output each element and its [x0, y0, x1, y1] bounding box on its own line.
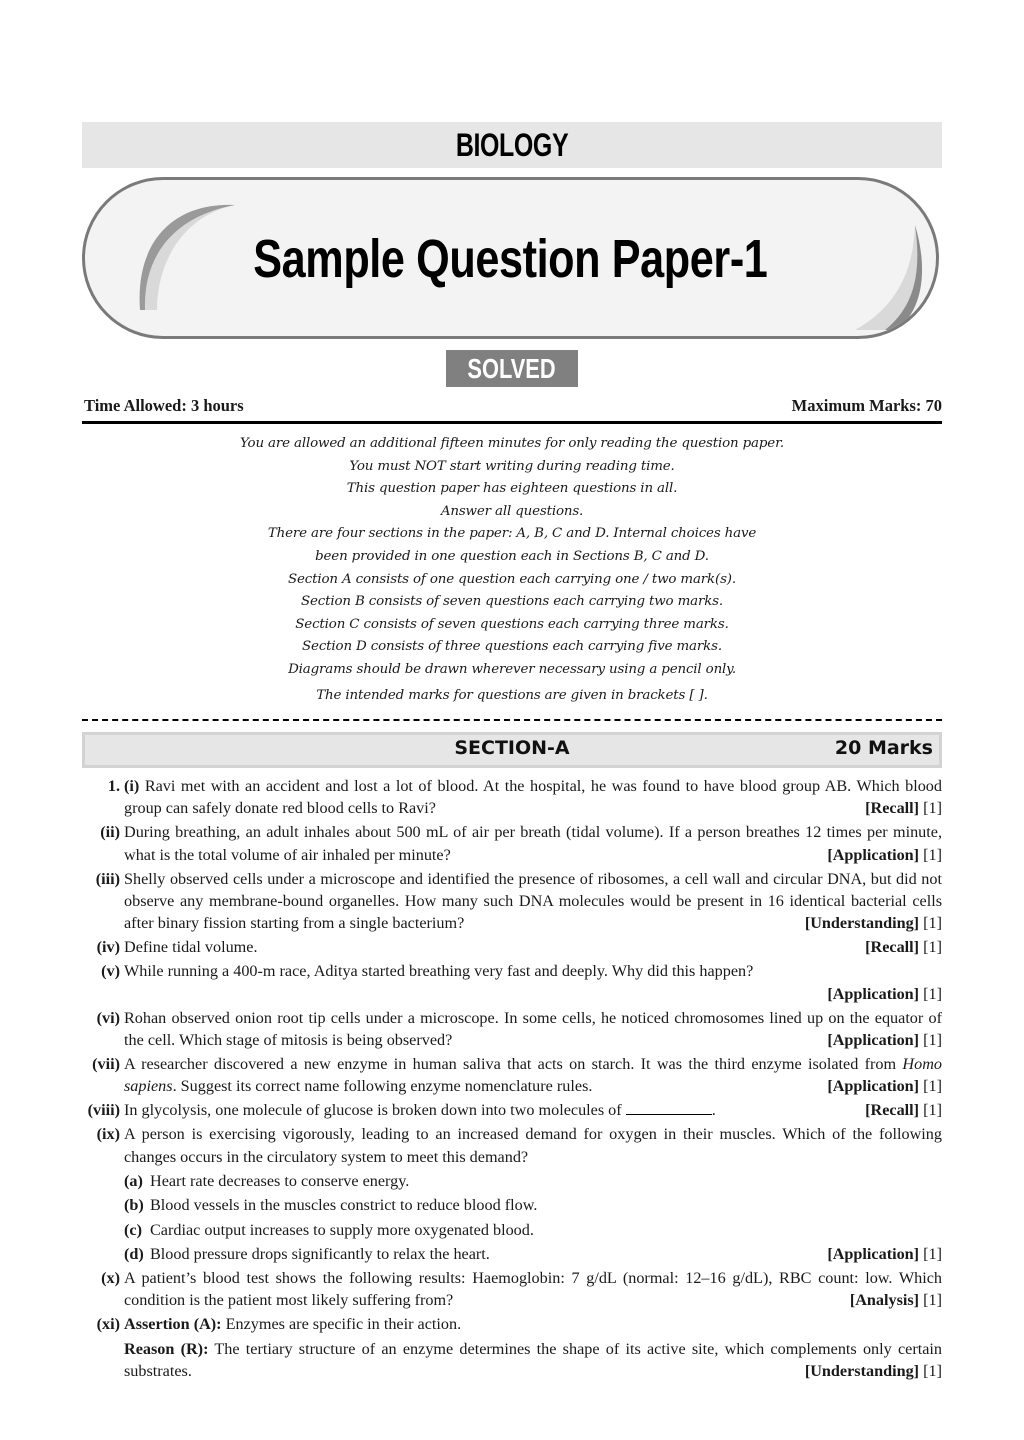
option-text: Heart rate decreases to conserve energy. [150, 1171, 410, 1190]
question-marks: [1] [923, 984, 942, 1003]
question-item [82, 1313, 942, 1382]
assertion-label: Assertion (A): [124, 1315, 222, 1334]
option-label: (a) [124, 1171, 143, 1190]
question-body: A researcher discovered a new enzyme in human saliva that acts on starch. It was the third enzyme isolated from [124, 1054, 903, 1073]
question-tag [124, 983, 942, 1005]
paper-title: Sample Question Paper-1 [253, 229, 768, 289]
question-item [82, 775, 942, 820]
option-list [124, 1170, 942, 1266]
question-marks: [1] [923, 1077, 942, 1096]
option-item [124, 1243, 942, 1265]
question-body: Shelly observed cells under a microscope and identified the presence of ribosomes, a cell wall and circular DNA, but did not observe any membrane-bound organelles. How many such DNA molecules would be present in 16 identical bacterial cells after binary fission starting from a single bacterium? [124, 869, 942, 933]
instruction-line: The intended marks for questions are given in brackets [ ]. [316, 687, 708, 703]
instruction-line: Section D consists of three questions each carrying five marks. [302, 639, 722, 655]
question-tag [827, 1075, 942, 1097]
question-tag [827, 1029, 942, 1051]
instructions-divider [82, 719, 942, 721]
question-body: During breathing, an adult inhales about 500 mL of air per breath (tidal volume). If a person breathes 12 times per minute, what is the total volume of air inhaled per minute? [124, 823, 942, 864]
question-marks: [1] [923, 1291, 942, 1310]
question-item [82, 1123, 942, 1265]
question-marks: [1] [923, 799, 942, 818]
question-tag [805, 1360, 942, 1382]
question-item [82, 1267, 942, 1312]
option-text: Blood vessels in the muscles constrict to reduce blood flow. [150, 1196, 538, 1215]
question-item [82, 868, 942, 935]
option-text: Blood pressure drops significantly to relax the heart. [150, 1245, 490, 1264]
question-label: (i) [124, 777, 140, 795]
cognitive-level: [Application] [827, 984, 920, 1003]
title-banner [82, 177, 939, 339]
question-marks: [1] [923, 1245, 942, 1264]
question-item [82, 1007, 942, 1052]
question-text [124, 868, 942, 935]
question-label: (vii) [92, 1054, 120, 1073]
maximum-marks: Maximum Marks: 70 [791, 396, 942, 415]
question-tag [865, 936, 942, 958]
question-body: A person is exercising vigorously, leading to an increased demand for oxygen in their muscles. Which of the following changes occurs in the circulatory system to meet this demand? [124, 1125, 942, 1166]
instruction-line: You are allowed an additional fifteen minutes for only reading the question paper. [240, 436, 784, 451]
cognitive-level: [Understanding] [804, 914, 920, 933]
question-number [82, 775, 120, 797]
instruction-line: Answer all questions. [440, 503, 584, 519]
instruction-line: Section C consists of seven questions each carrying three marks. [295, 616, 729, 632]
question-item [82, 936, 942, 958]
solved-badge [446, 350, 578, 387]
question-item [82, 1053, 942, 1098]
question-label: (v) [101, 962, 120, 981]
instruction-line: Section A consists of one question each carrying one / two mark(s). [288, 571, 736, 587]
instruction-line: Section B consists of seven questions each carrying two marks. [301, 594, 723, 610]
solved-badge-label: SOLVED [467, 352, 557, 384]
assertion [124, 1313, 942, 1335]
option-item [124, 1170, 942, 1192]
question-body: Ravi met with an accident and lost a lot of blood. At the hospital, he was found to have blood group AB. Which blood group can safely donate red blood cells to Ravi? [124, 777, 942, 818]
question-marks: [1] [923, 1101, 942, 1120]
question-tag [865, 797, 942, 819]
question-body: A patient’s blood test shows the following results: Haemoglobin: 7 g/dL (normal: 12–16 g/dL), RBC count: low. Which condition is the patient most likely suffering from? [124, 1269, 942, 1310]
section-title: SECTION-A [454, 737, 570, 759]
section-marks: 20 Marks [834, 737, 933, 759]
question-label: (ix) [96, 1125, 120, 1144]
question-label: (viii) [87, 1101, 120, 1120]
question-marks: [1] [923, 1362, 942, 1381]
question-label: (xi) [96, 1315, 120, 1334]
instruction-line: been provided in one question each in Sections B, C and D. [315, 548, 709, 564]
question-body: While running a 400-m race, Aditya started breathing very fast and deeply. Why did this happen? [124, 962, 754, 981]
question-label: (ii) [100, 823, 120, 842]
question-body-continued: . Suggest its correct name following enzyme nomenclature rules. [172, 1077, 593, 1096]
option-text: Cardiac output increases to supply more oxygenated blood. [150, 1220, 534, 1239]
question-text [124, 775, 942, 820]
question-text [124, 1053, 942, 1098]
cognitive-level: [Application] [827, 1077, 920, 1096]
question-label: (iii) [95, 869, 120, 888]
exam-meta [84, 396, 942, 416]
question-tag [850, 1289, 942, 1311]
time-allowed: Time Allowed: 3 hours [84, 396, 244, 415]
question-item [82, 1099, 942, 1121]
question-text [124, 1007, 942, 1052]
question-body: Define tidal volume. [124, 938, 258, 957]
question-item [82, 821, 942, 866]
header-divider [82, 421, 942, 424]
cognitive-level: [Application] [827, 1245, 920, 1264]
question-tag [865, 1099, 942, 1121]
assertion-text: Enzymes are specific in their action. [221, 1315, 462, 1334]
subject-banner [82, 122, 942, 168]
instruction-line: You must NOT start writing during reading time. [349, 458, 675, 474]
option-item [124, 1194, 942, 1216]
instruction-line: Diagrams should be drawn wherever necessary using a pencil only. [288, 661, 736, 677]
question-text [124, 1099, 942, 1121]
cognitive-level: [Understanding] [804, 1362, 920, 1381]
question-tag [827, 844, 942, 866]
reason-text: The tertiary structure of an enzyme determines the shape of its active site, which complements only certain substrates. [124, 1339, 943, 1381]
question-main-number: 1. [107, 777, 120, 795]
cognitive-level: [Application] [827, 1030, 920, 1049]
option-label: (b) [124, 1196, 144, 1215]
question-marks: [1] [923, 1030, 942, 1049]
question-item [82, 960, 942, 1005]
reason [124, 1338, 942, 1383]
option-label: (c) [124, 1220, 142, 1239]
section-header [82, 732, 942, 768]
cognitive-level: [Analysis] [849, 1291, 920, 1310]
question-label: (x) [101, 1269, 120, 1288]
question-tag [805, 912, 942, 934]
question-body: Rohan observed onion root tip cells under a microscope. In some cells, he noticed chromosomes lined up on the equator of the cell. Which stage of mitosis is being observed? [124, 1008, 942, 1049]
question-label: (iv) [96, 938, 120, 957]
instructions [82, 433, 942, 707]
question-text [124, 821, 942, 866]
question-body-continued: . [711, 1101, 716, 1120]
question-text [124, 1267, 942, 1312]
question-list [82, 775, 942, 1384]
instruction-line: This question paper has eighteen questions in all. [346, 481, 678, 497]
reason-label: Reason (R): [124, 1339, 209, 1358]
species-name: Homo sapiens [124, 1054, 942, 1096]
question-text [124, 960, 942, 982]
subject-title: BIOLOGY [455, 126, 569, 163]
question-tag [827, 1243, 942, 1265]
cognitive-level: [Recall] [865, 799, 920, 818]
question-text [124, 936, 942, 958]
option-label: (d) [124, 1245, 144, 1264]
cognitive-level: [Application] [827, 845, 920, 864]
question-marks: [1] [923, 938, 942, 957]
question-marks: [1] [923, 914, 942, 933]
question-label: (vi) [96, 1008, 120, 1027]
question-body: In glycolysis, one molecule of glucose is broken down into two molecules of [124, 1101, 626, 1120]
question-text [124, 1123, 942, 1168]
cognitive-level: [Recall] [865, 1101, 920, 1120]
option-item [124, 1219, 942, 1241]
fill-in-blank [626, 1100, 712, 1115]
cognitive-level: [Recall] [865, 938, 920, 957]
instruction-line: There are four sections in the paper: A, B, C and D. Internal choices have [267, 526, 757, 542]
question-marks: [1] [923, 845, 942, 864]
